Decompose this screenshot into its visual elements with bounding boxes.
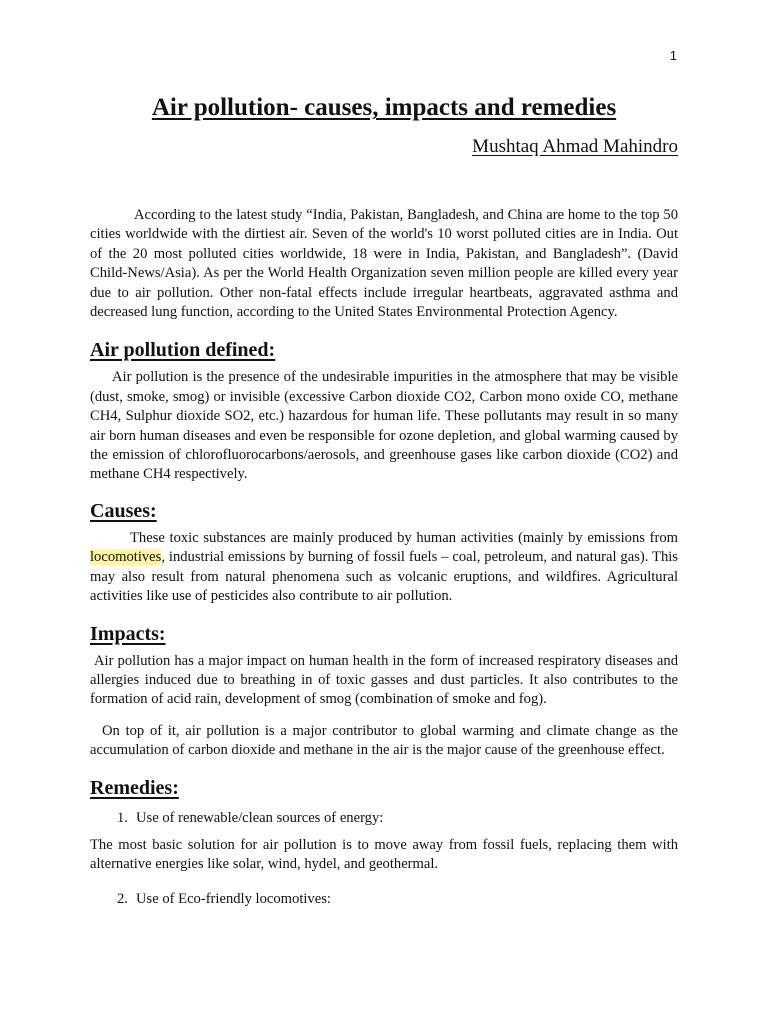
- remedy-number: 1.: [117, 809, 128, 826]
- heading-definition: Air pollution defined:: [90, 339, 276, 362]
- impacts-paragraph-1: Air pollution has a major impact on human health in the form of increased respiratory diseases and allergies induced due to breathing in of toxic gasses and dust particles. It also contributes to the formation of acid rain, development of smog (combination of smoke and fog).: [90, 652, 678, 708]
- causes-text-before: These toxic substances are mainly produced by human activities (mainly by emissions from: [130, 529, 678, 546]
- remedy-item-2: [117, 890, 678, 909]
- page-number: 1: [669, 48, 677, 63]
- remedy-number: 2.: [117, 890, 128, 907]
- highlighted-word: locomotives: [90, 549, 162, 566]
- remedy-label: Use of renewable/clean sources of energy:: [136, 809, 384, 826]
- remedy-1-paragraph: The most basic solution for air pollution is to move away from fossil fuels, replacing them with alternative energies like solar, wind, hydel, and geothermal.: [90, 836, 678, 873]
- impacts-paragraph-2: On top of it, air pollution is a major contributor to global warming and climate change as the accumulation of carbon dioxide and methane in the air is the major cause of the greenhouse effect.: [90, 722, 678, 759]
- document-title: Air pollution- causes, impacts and remedies: [151, 94, 617, 121]
- document-body: [90, 206, 678, 909]
- causes-paragraph: [90, 529, 678, 607]
- author-name: Mushtaq Ahmad Mahindro: [472, 136, 678, 157]
- causes-text-after: , industrial emissions by burning of fossil fuels – coal, petroleum, and natural gas). This may also result from natural phenomena such as volcanic eruptions, and wildfires. Agricultural activities like use of pesticides also contribute to air pollution.: [90, 549, 678, 605]
- definition-paragraph: Air pollution is the presence of the undesirable impurities in the atmosphere that may be visible (dust, smoke, smog) or invisible (excessive Carbon dioxide CO2, Carbon mono oxide CO, methane CH4, Sulphur dioxide SO2, etc.) hazardous for human life. These pollutants may result in so many air born human diseases and even be responsible for ozone depletion, and global warming caused by the emission of chlorofluorocarbons/aerosols, and greenhouse gases like carbon dioxide (CO2) and methane CH4 respectively.: [90, 369, 678, 483]
- remedy-label: Use of Eco-friendly locomotives:: [136, 890, 331, 907]
- intro-paragraph: According to the latest study “India, Pakistan, Bangladesh, and China are home to the top 50 cities worldwide with the dirtiest air. Seven of the world's 10 worst polluted cities are in India. Out of the 20 most polluted cities worldwide, 18 were in India, Pakistan, and Bangladesh”. (David Child-News/Asia). As per the World Health Organization seven million people are killed every year due to air pollution. Other non-fatal effects include irregular heartbeats, aggravated asthma and decreased lung function, according to the United States Environmental Protection Agency.: [90, 207, 678, 321]
- heading-impacts: Impacts:: [90, 622, 166, 645]
- heading-remedies: Remedies:: [90, 776, 179, 799]
- remedy-item-1: [117, 809, 678, 828]
- heading-causes: Causes:: [90, 499, 157, 522]
